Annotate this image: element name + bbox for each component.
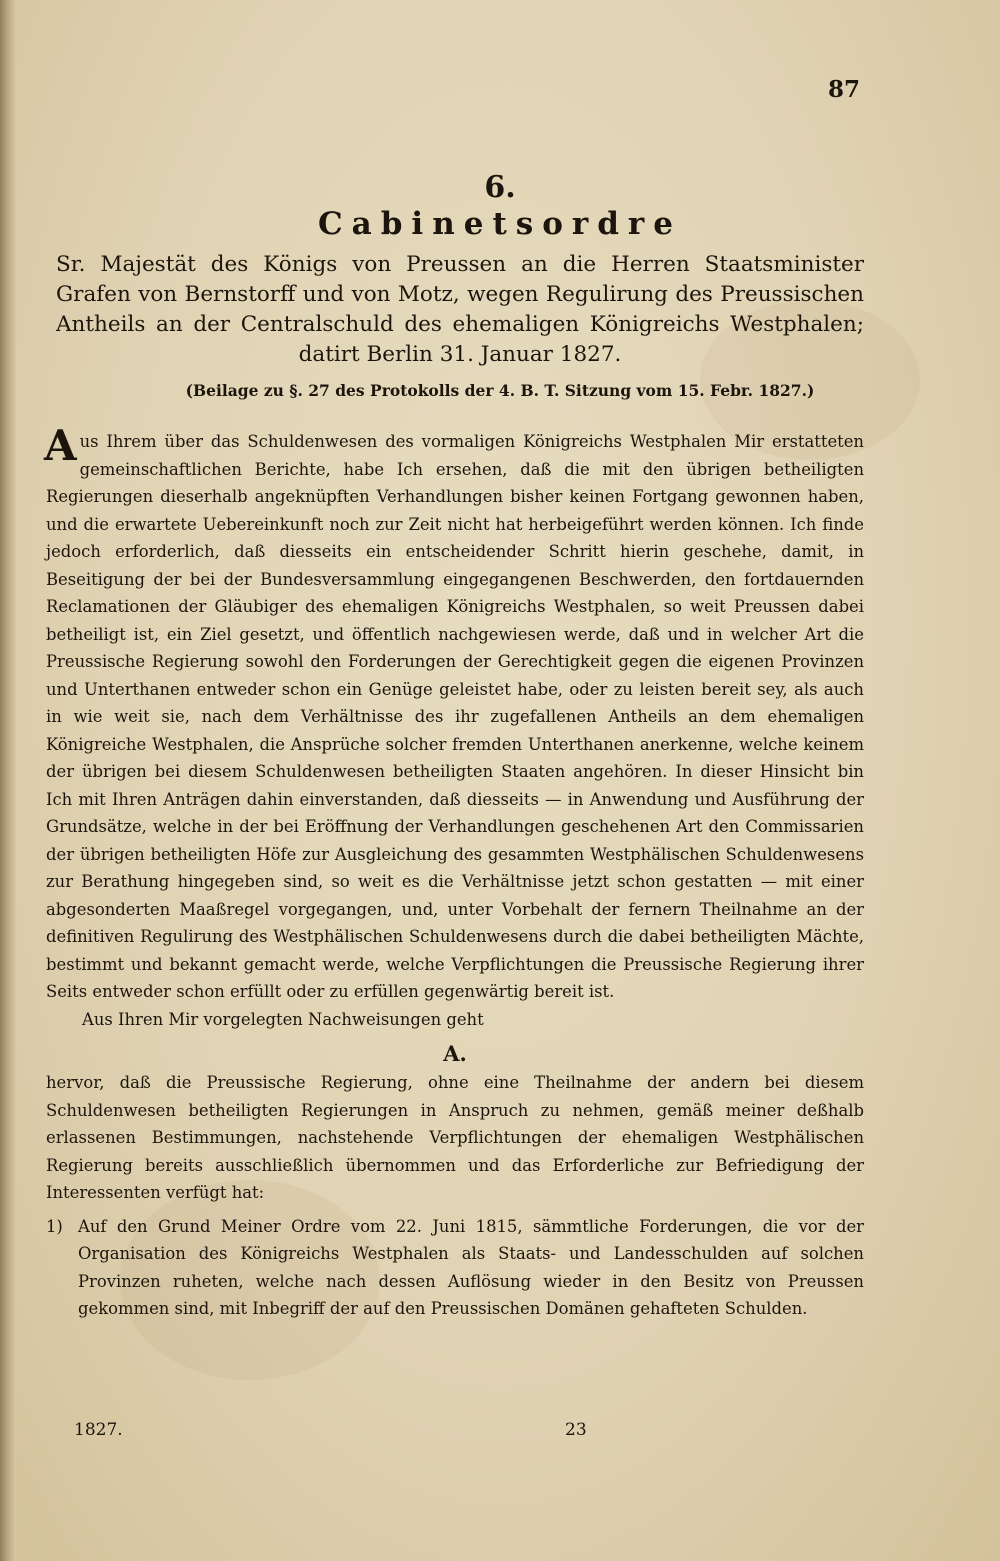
document-number: 6. <box>484 170 516 205</box>
page-number: 87 <box>827 76 860 103</box>
document-body <box>44 421 864 1323</box>
document-subtitle: Sr. Majestät des Königs von Preussen an die Herren Staatsminister Grafen von Bernstorff und von Motz, wegen Regulirung des Preussischen Antheils an der Centralschuld des ehemaligen Königreichs Westphalen; datirt Berlin 31. Januar 1827. <box>56 252 864 367</box>
document-title: Cabinetsordre <box>318 206 682 242</box>
paragraph-3: hervor, daß die Preussische Regierung, ohne eine Theilnahme der andern bei diesem Schuldenwesen betheiligten Regierungen in Anspruch zu nehmen, gemäß meiner deßhalb erlassenen Bestimmungen, nachstehende Verpflichtungen der ehemaligen Westphälischen Regierung bereits ausschließlich übernommen und das Erforderliche zur Befriedigung der Interessenten verfügt hat: <box>46 1073 864 1202</box>
source-note: (Beilage zu §. 27 des Protokolls der 4. B. T. Sitzung vom 15. Febr. 1827.) <box>185 381 815 400</box>
paragraph-2: Aus Ihren Mir vorgelegten Nachweisungen geht <box>82 1009 484 1029</box>
paragraph-1-text: us Ihrem über das Schuldenwesen des vormaligen Königreichs Westphalen Mir erstatteten gemeinschaftlichen Berichte, habe Ich ersehen, daß die mit den übrigen betheiligten Regierungen dieserhalb angeknüpften Verhandlungen bisher keinen Fortgang gewonnen haben, und die erwartete Uebereinkunft noch zur Zeit nicht hat herbeigeführt werden können. Ich finde jedoch erforderlich, daß diesseits ein entscheidender Schritt hierin geschehe, damit, in Beseitigung der bei der Bundesversammlung eingegangenen Beschwerden, den fortdauernden Reclamationen der Gläubiger des ehemaligen Königreichs Westphalen, so weit Preussen dabei betheiligt ist, ein Ziel gesetzt, und öffentlich nachgewiesen werde, daß und in welcher Art die Preussische Regierung sowohl den Forderungen der Gerechtigkeit gegen die eigenen Provinzen und Unterthanen entweder schon ein Genüge geleistet habe, oder zu leisten bereit sey, als auch in wie weit sie, nach dem Verhältnisse des ihr zugefallenen Antheils an dem ehemaligen Königreiche Westphalen, die Ansprüche solcher fremden Unterthanen anerkenne, welche keinem der übrigen bei diesem Schuldenwesen betheiligten Staaten angehören. In dieser Hinsicht bin Ich mit Ihren Anträgen dahin einverstanden, daß diesseits — in Anwendung und Ausführung der Grundsätze, welche in der bei Eröffnung der Verhandlungen geschehenen Art den Commissarien der übrigen betheiligten Höfe zur Ausgleichung des gesammten Westphälischen Schuldenwesens zur Berathung hingegeben sind, so weit es die Verhältnisse jetzt schon gestatten — mit einer abgesonderten Maaßregel vorgegangen, und, unter Vorbehalt der fernern Theilnahme an der definitiven Regulirung des Westphälischen Schuldenwesens durch die dabei betheiligten Mächte, bestimmt und bekannt gemacht werde, welche Verpflichtungen die Preussische Regierung ihrer Seits entweder schon erfüllt oder zu erfüllen gegenwärtig bereit ist. <box>46 432 864 1001</box>
list-item <box>46 1213 864 1323</box>
list-item-number: 1) <box>46 1216 63 1236</box>
list-item-text: Auf den Grund Meiner Ordre vom 22. Juni 1815, sämmtliche Forderungen, die vor der Organisation des Königreichs Westphalen als Staats- und Landesschulden auf solchen Provinzen ruheten, welche nach dessen Auflösung wieder in den Besitz von Preussen gekommen sind, mit Inbegriff der auf den Preussischen Domänen gehafteten Schulden. <box>78 1216 864 1318</box>
footer-year: 1827. <box>74 1420 123 1440</box>
drop-cap: A <box>44 421 77 470</box>
footer-signature-number: 23 <box>565 1420 587 1440</box>
section-letter: A. <box>443 1041 467 1066</box>
paragraph-1 <box>44 421 864 1006</box>
